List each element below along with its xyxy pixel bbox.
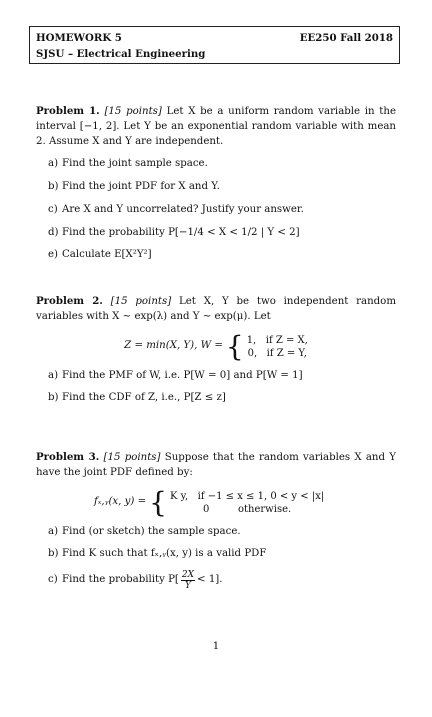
list-item: b) Find the CDF of Z, i.e., P[Z ≤ z] [48, 392, 226, 404]
course-term: EE250 Fall 2018 [299, 32, 393, 44]
problem-2-title: Problem 2. [36, 295, 103, 307]
department: SJSU – Electrical Engineering [36, 48, 206, 60]
problem-1-text: Let X be a uniform random variable in the interval [−1, 2]. Let Y be an exponential random variable with mean 2. Assume X and Y are independent. [36, 106, 396, 147]
problem-1-title: Problem 1. [36, 105, 100, 117]
list-item: a) Find the PMF of W, i.e. P[W = 0] and P[W = 1] [48, 369, 303, 381]
list-item: a) Find (or sketch) the sample space. [48, 525, 241, 537]
problem-3-statement [36, 450, 396, 481]
problem-2-items [48, 369, 396, 407]
problem-3-equation [94, 485, 396, 519]
problem-3-text: Suppose that the random variables X and Y have the joint PDF defined by: [36, 452, 396, 478]
fraction: $\frac{2X}{Y}$ [181, 570, 195, 592]
problem-1 [36, 104, 396, 271]
list-item: b) Find K such that fₓ,ᵧ(x, y) is a valid PDF [48, 548, 267, 560]
problem-1-statement [36, 104, 396, 149]
problem-2-text: Let X, Y be two independent random variables with X ∼ exp(λ) and Y ∼ exp(μ). Let [36, 296, 396, 322]
left-brace: { [149, 485, 167, 519]
problem-3-items [48, 525, 396, 592]
problem-1-items [48, 157, 396, 263]
list-item: c) Find the probability P[ $\frac{2X}{Y}$ < 1]. [48, 570, 223, 592]
list-item: b) Find the joint PDF for X and Y. [48, 181, 220, 193]
left-brace: { [225, 329, 244, 363]
problem-2 [36, 294, 396, 414]
page-number: 1 [212, 641, 220, 652]
problem-3-title: Problem 3. [36, 451, 100, 463]
header-box [29, 26, 400, 64]
homework-title: HOMEWORK 5 [36, 32, 122, 44]
equation-cases: 1, if Z = X, 0, if Z = Y, [246, 334, 308, 359]
problem-3 [36, 450, 396, 599]
equation-left: fₓ,ᵧ(x, y) = [94, 496, 147, 508]
problem-3-points: [15 points] [103, 452, 161, 463]
equation-left: Z = min(X, Y), W = [124, 340, 223, 352]
list-item: e) Calculate E[X²Y²] [48, 249, 152, 261]
list-item: a) Find the joint sample space. [48, 158, 208, 170]
list-item: d) Find the probability P[−1/4 < X < 1/2 | Y < 2] [48, 226, 300, 238]
problem-2-equation [36, 329, 396, 363]
problem-1-points: [15 points] [104, 106, 162, 117]
equation-cases: K y, if −1 ≤ x ≤ 1, 0 < y < |x| 0 otherwise. [170, 490, 325, 515]
list-item: c) Are X and Y uncorrelated? Justify your answer. [48, 203, 304, 215]
problem-2-statement [36, 294, 396, 325]
problem-2-points: [15 points] [110, 296, 172, 307]
